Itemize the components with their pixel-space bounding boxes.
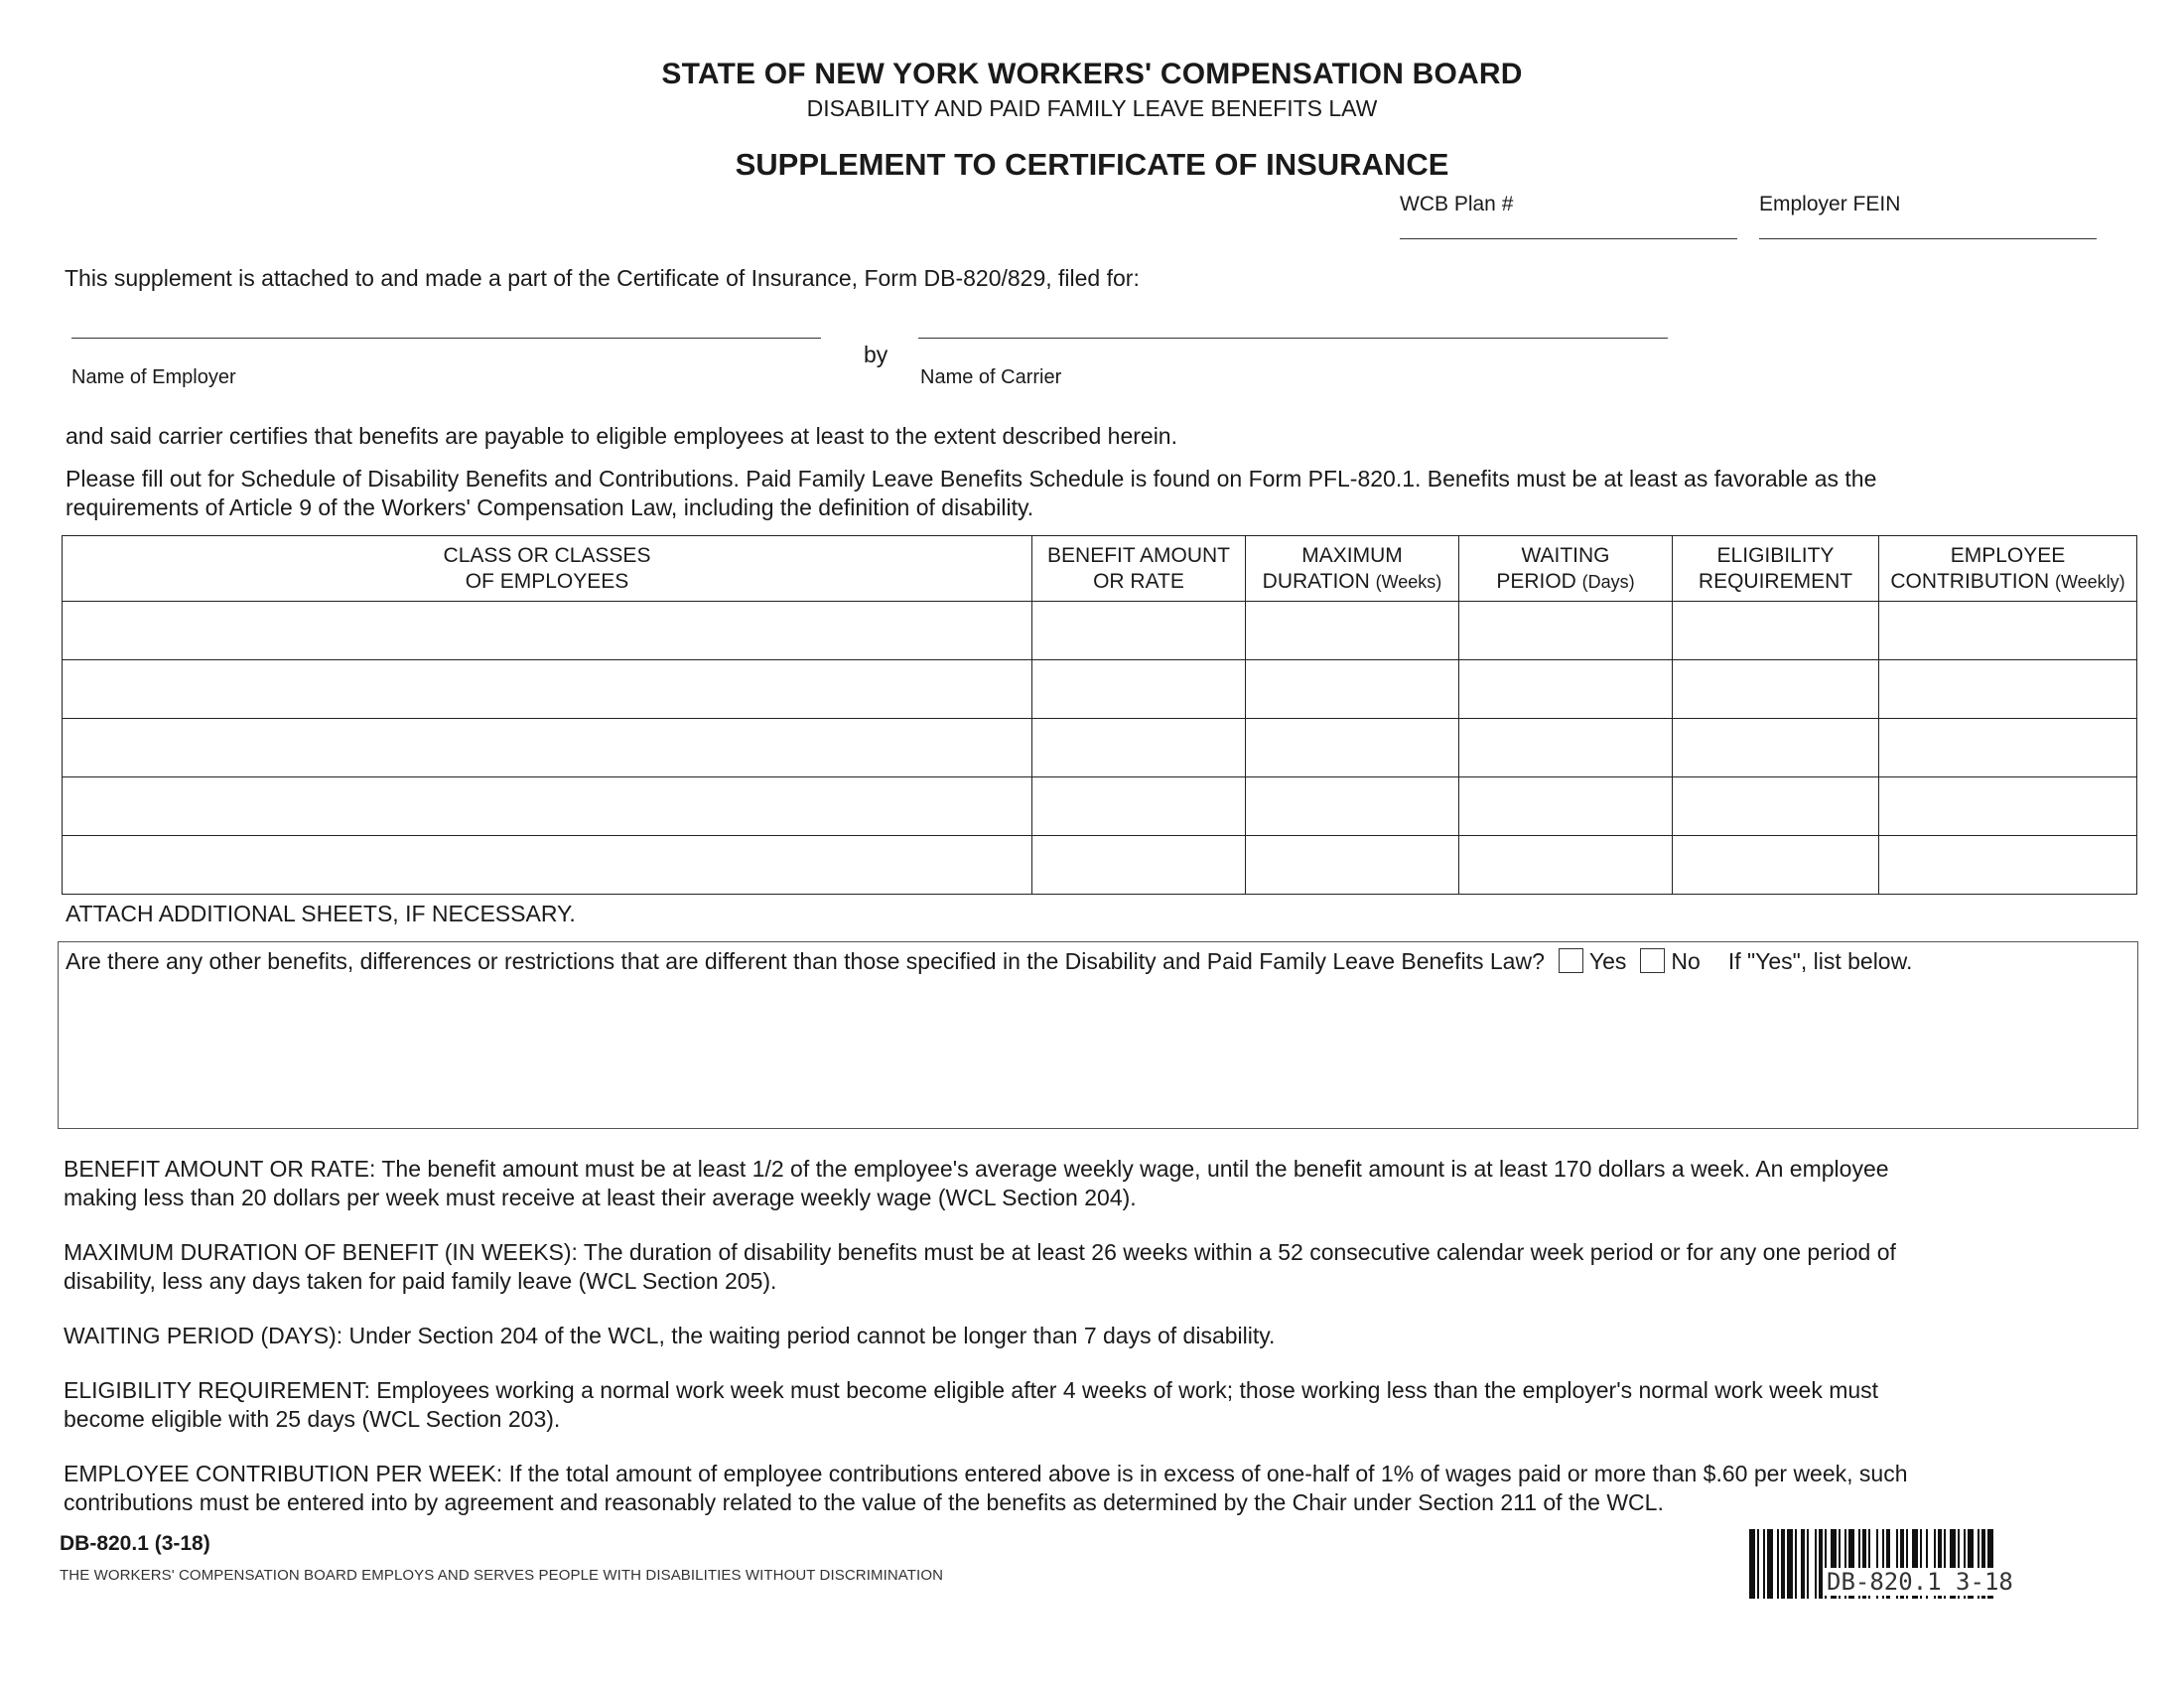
wcb-plan-label: WCB Plan # bbox=[1400, 193, 1514, 215]
table-row bbox=[63, 836, 2137, 895]
instructions-line-2: requirements of Article 9 of the Workers' Compensation Law, including the definition of disability. bbox=[66, 494, 1034, 520]
benefit-amount-cell[interactable] bbox=[1032, 660, 1246, 719]
agency-title: STATE OF NEW YORK WORKERS' COMPENSATION BOARD bbox=[661, 58, 1523, 90]
barcode-label: DB-820.1 3-18 bbox=[1827, 1568, 2013, 1596]
benefit-amount-cell[interactable] bbox=[1032, 836, 1246, 895]
waiting-period-cell[interactable] bbox=[1459, 602, 1673, 660]
contribution-cell[interactable] bbox=[1879, 602, 2137, 660]
table-row bbox=[63, 660, 2137, 719]
employer-fein-label: Employer FEIN bbox=[1759, 193, 1901, 215]
carrier-name-label: Name of Carrier bbox=[920, 366, 1062, 388]
waiting-period-cell[interactable] bbox=[1459, 719, 1673, 777]
form-number: DB-820.1 (3-18) bbox=[60, 1532, 210, 1555]
note-maximum-duration: MAXIMUM DURATION OF BENEFIT (IN WEEKS): The duration of disability benefits must be at least 26 weeks within a 52 consecutive calendar week period or for any one period of disability, less any days taken for paid family leave (WCL Section 205). bbox=[64, 1239, 1896, 1294]
list-below-text: If "Yes", list below. bbox=[1727, 948, 1913, 974]
benefit-schedule-table bbox=[62, 535, 2137, 895]
max-duration-cell[interactable] bbox=[1246, 777, 1459, 836]
contribution-cell[interactable] bbox=[1879, 660, 2137, 719]
header-employee-contribution: EMPLOYEE CONTRIBUTION (Weekly) bbox=[1879, 536, 2137, 602]
wcb-plan-field[interactable] bbox=[1400, 234, 1737, 239]
employer-name-field[interactable] bbox=[71, 334, 821, 339]
yes-label: Yes bbox=[1588, 948, 1627, 974]
header-eligibility-requirement: ELIGIBILITY REQUIREMENT bbox=[1673, 536, 1879, 602]
law-subtitle: DISABILITY AND PAID FAMILY LEAVE BENEFITS LAW bbox=[806, 95, 1378, 121]
table-row bbox=[63, 602, 2137, 660]
benefit-amount-cell[interactable] bbox=[1032, 602, 1246, 660]
form-title: SUPPLEMENT TO CERTIFICATE OF INSURANCE bbox=[735, 147, 1449, 182]
waiting-period-cell[interactable] bbox=[1459, 660, 1673, 719]
employer-fein-field[interactable] bbox=[1759, 234, 2097, 239]
note-eligibility: ELIGIBILITY REQUIREMENT: Employees working a normal work week must become eligible after 4 weeks of work; those working less than the employer's normal work week must become eligible with 25 days (WCL Section 203). bbox=[64, 1377, 1879, 1432]
table-row bbox=[63, 719, 2137, 777]
class-cell[interactable] bbox=[63, 836, 1032, 895]
header-waiting-period: WAITING PERIOD (Days) bbox=[1459, 536, 1673, 602]
other-benefits-box[interactable] bbox=[58, 941, 2138, 1129]
class-cell[interactable] bbox=[63, 602, 1032, 660]
eligibility-cell[interactable] bbox=[1673, 602, 1879, 660]
benefit-amount-cell[interactable] bbox=[1032, 719, 1246, 777]
eligibility-cell[interactable] bbox=[1673, 660, 1879, 719]
eligibility-cell[interactable] bbox=[1673, 719, 1879, 777]
max-duration-cell[interactable] bbox=[1246, 719, 1459, 777]
note-employee-contribution: EMPLOYEE CONTRIBUTION PER WEEK: If the total amount of employee contributions entered above is in excess of one-half of 1% of wages paid or more than $.60 per week, such contributions must be entered into by agreement and reasonably related to the value of the benefits as determined by the Chair under Section 211 of the WCL. bbox=[64, 1461, 1908, 1515]
note-waiting-period: WAITING PERIOD (DAYS): Under Section 204 of the WCL, the waiting period cannot be longer than 7 days of disability. bbox=[64, 1323, 1276, 1348]
header-maximum-duration: MAXIMUM DURATION (Weeks) bbox=[1246, 536, 1459, 602]
eligibility-cell[interactable] bbox=[1673, 836, 1879, 895]
benefit-amount-cell[interactable] bbox=[1032, 777, 1246, 836]
contribution-cell[interactable] bbox=[1879, 777, 2137, 836]
yes-checkbox[interactable] bbox=[1559, 948, 1583, 973]
instructions-line-1: Please fill out for Schedule of Disability Benefits and Contributions. Paid Family Leave Benefits Schedule is found on Form PFL-820.1. Benefits must be at least as favorable as the bbox=[66, 466, 1877, 492]
by-text: by bbox=[864, 342, 888, 367]
no-label: No bbox=[1671, 948, 1701, 974]
nondiscrimination-statement: THE WORKERS' COMPENSATION BOARD EMPLOYS AND SERVES PEOPLE WITH DISABILITIES WITHOUT DISCRIMINATION bbox=[60, 1567, 944, 1584]
class-cell[interactable] bbox=[63, 719, 1032, 777]
header-class-of-employees: CLASS OR CLASSES OF EMPLOYEES bbox=[63, 536, 1032, 602]
contribution-cell[interactable] bbox=[1879, 836, 2137, 895]
employer-name-label: Name of Employer bbox=[71, 366, 236, 388]
carrier-name-field[interactable] bbox=[918, 334, 1668, 339]
question-text: Are there any other benefits, differences or restrictions that are different than those specified in the Disability and Paid Family Leave Benefits Law? bbox=[66, 948, 1545, 974]
intro-text: This supplement is attached to and made a part of the Certificate of Insurance, Form DB-820/829, filed for: bbox=[65, 265, 1140, 291]
table-header-row bbox=[63, 536, 2137, 602]
table-row bbox=[63, 777, 2137, 836]
eligibility-cell[interactable] bbox=[1673, 777, 1879, 836]
no-checkbox[interactable] bbox=[1640, 948, 1665, 973]
certify-text: and said carrier certifies that benefits are payable to eligible employees at least to the extent described herein. bbox=[66, 423, 1177, 449]
header-benefit-amount: BENEFIT AMOUNT OR RATE bbox=[1032, 536, 1246, 602]
class-cell[interactable] bbox=[63, 777, 1032, 836]
other-benefits-question bbox=[66, 948, 1912, 975]
max-duration-cell[interactable] bbox=[1246, 660, 1459, 719]
attach-sheets-note: ATTACH ADDITIONAL SHEETS, IF NECESSARY. bbox=[66, 901, 576, 926]
class-cell[interactable] bbox=[63, 660, 1032, 719]
waiting-period-cell[interactable] bbox=[1459, 836, 1673, 895]
waiting-period-cell[interactable] bbox=[1459, 777, 1673, 836]
contribution-cell[interactable] bbox=[1879, 719, 2137, 777]
max-duration-cell[interactable] bbox=[1246, 836, 1459, 895]
note-benefit-amount: BENEFIT AMOUNT OR RATE: The benefit amount must be at least 1/2 of the employee's average weekly wage, until the benefit amount is at least 170 dollars a week. An employee making less than 20 dollars per week must receive at least their average weekly wage (WCL Section 204). bbox=[64, 1156, 1889, 1210]
max-duration-cell[interactable] bbox=[1246, 602, 1459, 660]
